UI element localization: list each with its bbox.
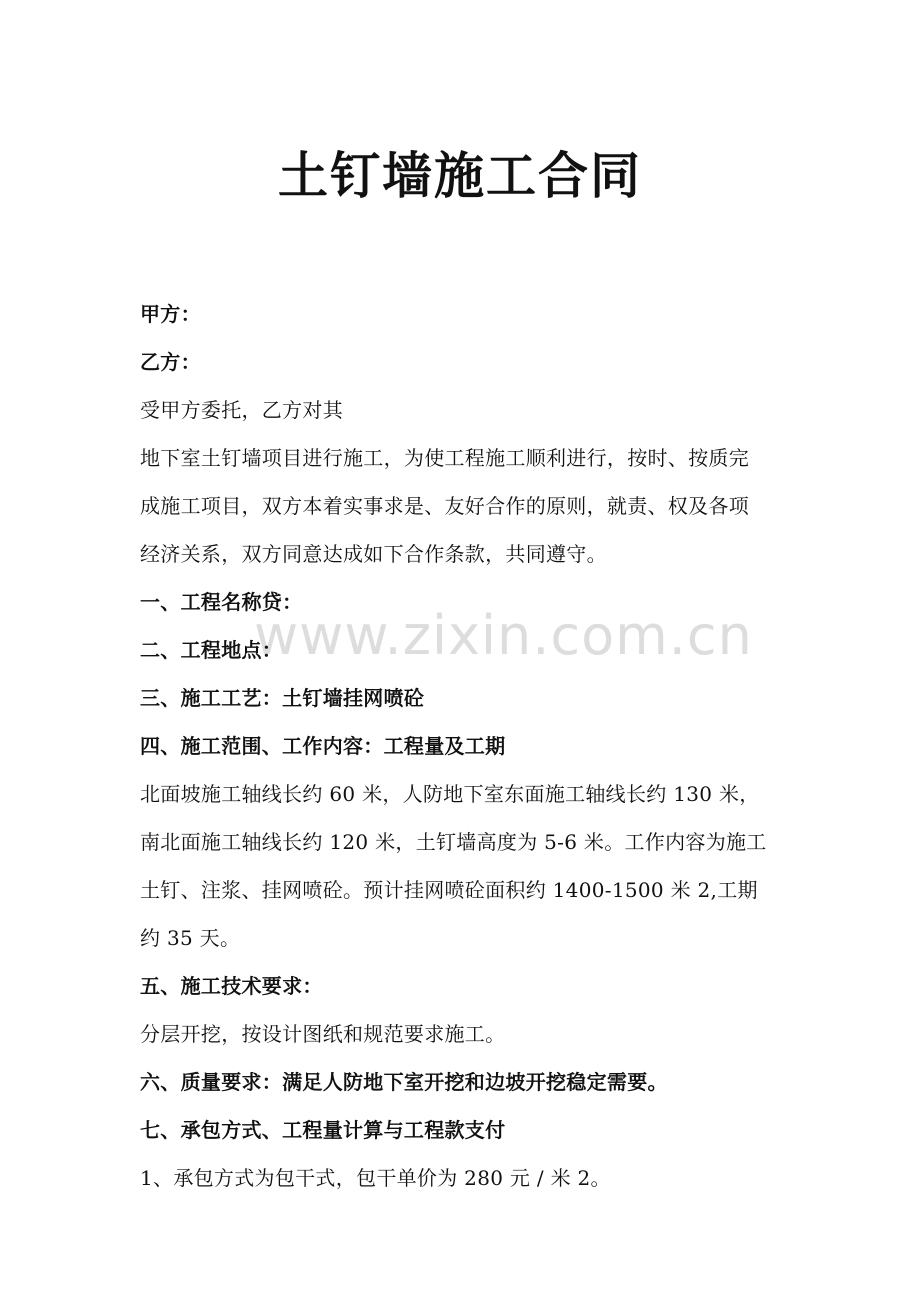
document-body <box>140 290 788 1202</box>
intro-line: 受甲方委托，乙方对其 <box>140 398 343 422</box>
section-heading-1: 一、工程名称贷： <box>140 590 303 614</box>
section-4-paragraph-line: 土钉、注浆、挂网喷砼。预计挂网喷砼面积约 1400-1500 米 2,工期 <box>140 878 758 902</box>
section-4-paragraph-line: 南北面施工轴线长约 120 米，土钉墙高度为 5-6 米。工作内容为施工 <box>140 830 767 854</box>
section-4-paragraph-line: 约 35 天。 <box>140 926 241 950</box>
section-heading-7: 七、承包方式、工程量计算与工程款支付 <box>140 1118 506 1142</box>
party-b-label: 乙方： <box>140 350 201 374</box>
section-heading-4: 四、施工范围、工作内容：工程量及工期 <box>140 734 506 758</box>
document-title: 土钉墙施工合同 <box>278 147 642 205</box>
party-a-label: 甲方： <box>140 302 201 326</box>
intro-paragraph-line: 成施工项目，双方本着实事求是、友好合作的原则，就责、权及各项 <box>140 494 749 518</box>
section-heading-2: 二、工程地点： <box>140 638 283 662</box>
section-7-item-1: 1、承包方式为包干式，包干单价为 280 元 / 米 2。 <box>140 1166 611 1190</box>
section-heading-3: 三、施工工艺：土钉墙挂网喷砼 <box>140 686 425 710</box>
intro-paragraph-line: 地下室土钉墙项目进行施工，为使工程施工顺利进行，按时、按质完 <box>140 446 749 470</box>
watermark: www.zixin.com.cn <box>254 604 753 667</box>
section-4-paragraph-line: 北面坡施工轴线长约 60 米，人防地下室东面施工轴线长约 130 米， <box>140 782 760 806</box>
section-5-paragraph: 分层开挖，按设计图纸和规范要求施工。 <box>140 1022 506 1046</box>
section-heading-6: 六、质量要求：满足人防地下室开挖和边坡开挖稳定需要。 <box>140 1070 668 1094</box>
intro-paragraph-line: 经济关系，双方同意达成如下合作条款，共同遵守。 <box>140 542 607 566</box>
section-heading-5: 五、施工技术要求： <box>140 974 323 998</box>
